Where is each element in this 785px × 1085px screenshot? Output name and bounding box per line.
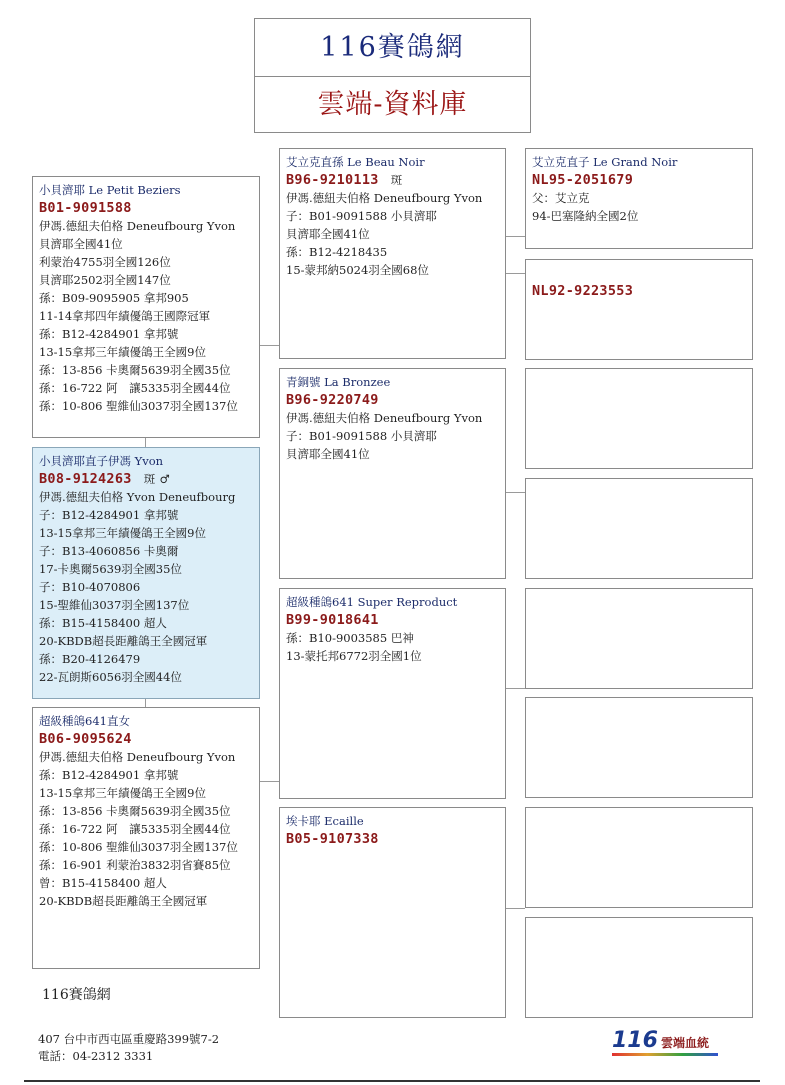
info-line: 孫：13-856 卡奧爾5639羽全國35位 [39, 804, 231, 818]
pigeon-name: 艾立克直子 Le Grand Noir [532, 155, 678, 169]
info-line: 伊馮.德紐夫伯格 Deneufbourg Yvon [39, 219, 236, 233]
ring-number: NL95-2051679 [532, 172, 634, 188]
info-line: 孫：B12-4218435 [286, 245, 388, 259]
pigeon-card-empty[interactable] [525, 697, 753, 798]
info-line: 94-巴塞隆納全國2位 [532, 209, 639, 223]
info-line: 孫：16-722 阿 讓5335羽全國44位 [39, 381, 231, 395]
footer-address: 407 台中市西屯區重慶路399號7-2 [38, 1032, 220, 1046]
info-line: 13-15拿邦三年績優鴿王全國9位 [39, 526, 206, 540]
pigeon-card-sss[interactable] [525, 148, 753, 249]
pigeon-name: 超級種鴿641直女 [39, 714, 130, 728]
pigeon-card-ssd[interactable] [525, 259, 753, 360]
info-line: 曾：B15-4158400 超人 [39, 876, 167, 890]
info-line: 13-蒙托邦6772羽全國1位 [286, 649, 422, 663]
info-line: 孫：B20-4126479 [39, 652, 141, 666]
logo-underline [612, 1053, 718, 1056]
footer-contact [38, 1031, 219, 1065]
info-line: 孫：B12-4284901 拿邦號 [39, 327, 179, 341]
info-line: 22-瓦朗斯6056羽全國44位 [39, 670, 182, 684]
ring-number: B96-9220749 [286, 392, 379, 408]
pigeon-card-dam[interactable] [32, 707, 260, 969]
pigeon-name: 小貝濟耶 Le Petit Beziers [39, 183, 181, 197]
ring-number [286, 171, 499, 189]
info-line: 貝濟耶全國41位 [286, 447, 370, 461]
footer-phone: 電話：04-2312 3331 [38, 1049, 154, 1063]
ring-number [39, 470, 253, 488]
footer-site-name: 116賽鴿網 [42, 987, 111, 1003]
pigeon-card-dam-dam[interactable] [279, 807, 506, 1018]
info-line: 子：B13-4060856 卡奧爾 [39, 544, 179, 558]
connector-line [145, 698, 146, 707]
logo-number: 116 [612, 1028, 658, 1053]
connector-line [145, 437, 146, 447]
pigeon-card-empty[interactable] [525, 807, 753, 908]
info-line: 貝濟耶全國41位 [39, 237, 123, 251]
connector-line [505, 908, 525, 909]
info-line: 11-14拿邦四年績優鴿王國際冠軍 [39, 309, 211, 323]
pigeon-card-dam-sire[interactable] [279, 588, 506, 799]
connector-line [505, 236, 525, 237]
footer-logo[interactable] [612, 1028, 718, 1056]
pigeon-name: 青銅號 La Bronzee [286, 375, 391, 389]
pigeon-card-sire-dam[interactable] [279, 368, 506, 579]
info-line: 20-KBDB超長距離鴿王全國冠軍 [39, 894, 208, 908]
pigeon-card-sire[interactable] [32, 176, 260, 438]
info-line: 父：艾立克 [532, 191, 590, 205]
pigeon-card-sire-sire[interactable] [279, 148, 506, 359]
info-line: 伊馮.德紐夫伯格 Deneufbourg Yvon [286, 191, 483, 205]
pigeon-card-empty[interactable] [525, 478, 753, 579]
ring-number-text: B96-9210113 [286, 172, 379, 188]
info-line: 伊馮.德紐夫伯格 Deneufbourg Yvon [286, 411, 483, 425]
sex-color-tag: 斑 ♂ [143, 472, 171, 486]
connector-line [259, 781, 279, 782]
info-line: 子：B01-9091588 小貝濟耶 [286, 209, 437, 223]
info-line: 子：B01-9091588 小貝濟耶 [286, 429, 437, 443]
info-line: 子：B12-4284901 拿邦號 [39, 508, 179, 522]
header-block [254, 18, 531, 133]
info-line: 貝濟耶全國41位 [286, 227, 370, 241]
site-title: 116賽鴿網 [255, 19, 530, 77]
info-line: 伊馮.德紐夫伯格 Deneufbourg Yvon [39, 750, 236, 764]
pigeon-name: 艾立克直孫 Le Beau Noir [286, 155, 425, 169]
logo-text: 雲端血統 [660, 1036, 709, 1050]
info-line: 孫：16-722 阿 讓5335羽全國44位 [39, 822, 231, 836]
info-line: 孫：10-806 聖維仙3037羽全國137位 [39, 840, 238, 854]
connector-line [505, 492, 525, 493]
footer-rule [24, 1080, 760, 1082]
color-tag: 斑 [390, 173, 403, 187]
pigeon-card-empty[interactable] [525, 917, 753, 1018]
connector-line [259, 345, 279, 346]
ring-number: B06-9095624 [39, 731, 132, 747]
info-line: 孫：B12-4284901 拿邦號 [39, 768, 179, 782]
pigeon-name: 埃卡耶 Ecaille [286, 814, 364, 828]
ring-number: NL92-9223553 [532, 283, 634, 299]
info-line: 貝濟耶2502羽全國147位 [39, 273, 171, 287]
ring-number: B01-9091588 [39, 200, 132, 216]
ring-number: B05-9107338 [286, 831, 379, 847]
pigeon-card-subject[interactable] [32, 447, 260, 699]
info-line: 孫：13-856 卡奧爾5639羽全國35位 [39, 363, 231, 377]
info-line: 利蒙治4755羽全國126位 [39, 255, 171, 269]
pigeon-card-empty[interactable] [525, 588, 753, 689]
connector-line [505, 273, 525, 274]
info-line: 15-蒙邦納5024羽全國68位 [286, 263, 429, 277]
info-line: 孫：B09-9095905 拿邦905 [39, 291, 189, 305]
ring-number: B99-9018641 [286, 612, 379, 628]
info-line: 孫：16-901 利蒙治3832羽省賽85位 [39, 858, 231, 872]
info-line: 孫：B15-4158400 超人 [39, 616, 167, 630]
page-subtitle: 雲端-資料庫 [317, 89, 468, 120]
info-line: 孫：10-806 聖維仙3037羽全國137位 [39, 399, 238, 413]
ring-number-text: B08-9124263 [39, 471, 132, 487]
info-line: 孫：B10-9003585 巴神 [286, 631, 414, 645]
connector-line [505, 688, 525, 689]
pigeon-card-empty[interactable] [525, 368, 753, 469]
info-line: 15-聖維仙3037羽全國137位 [39, 598, 190, 612]
pigeon-name: 小貝濟耶直子伊馮 Yvon [39, 454, 164, 468]
info-line: 13-15拿邦三年績優鴿王全國9位 [39, 345, 206, 359]
pigeon-name-empty [532, 264, 746, 282]
info-line: 伊馮.德紐夫伯格 Yvon Deneufbourg [39, 490, 236, 504]
info-line: 13-15拿邦三年績優鴿王全國9位 [39, 786, 206, 800]
pigeon-name: 超級種鴿641 Super Reproduct [286, 595, 458, 609]
info-line: 20-KBDB超長距離鴿王全國冠軍 [39, 634, 208, 648]
info-line: 子：B10-4070806 [39, 580, 141, 594]
info-line: 17-卡奧爾5639羽全國35位 [39, 562, 182, 576]
